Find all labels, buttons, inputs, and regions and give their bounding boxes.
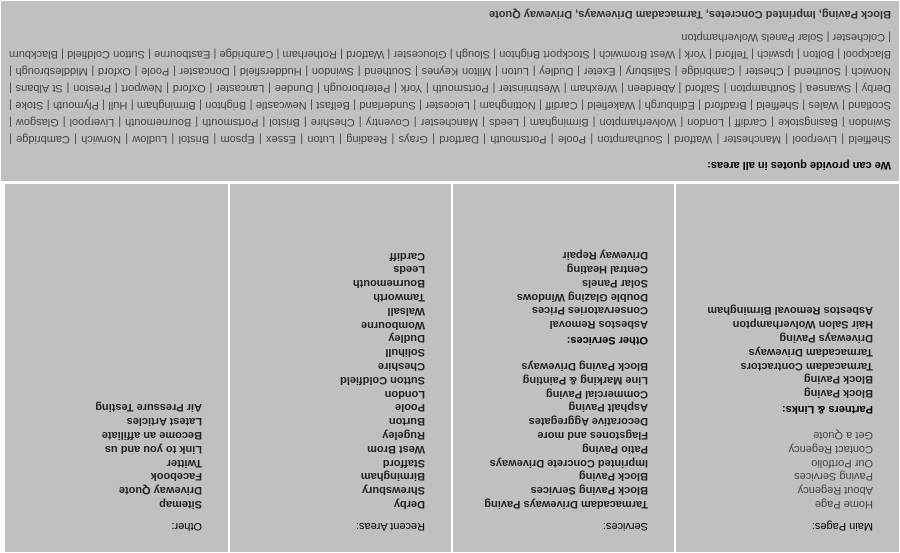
footer-link[interactable]: Tarmacadam Driveways — [748, 345, 873, 358]
footer-link[interactable]: Latest Articles — [126, 415, 202, 428]
footer-columns — [1, 184, 899, 552]
other-title: Other: — [171, 520, 202, 532]
footer-link[interactable]: West Brom — [367, 442, 425, 455]
footer-link[interactable]: Solihull — [385, 346, 425, 359]
footer-link[interactable]: Commercial Paving — [545, 387, 648, 400]
footer-link[interactable]: Block Paving Driveways — [521, 360, 648, 373]
footer-link[interactable]: Air Pressure Testing — [95, 401, 202, 414]
footer-link[interactable]: Leeds — [393, 263, 425, 276]
footer-link[interactable]: Wombourne — [361, 318, 425, 331]
footer-link[interactable]: Home Page — [814, 498, 873, 510]
footer-link[interactable]: Become an affiliate — [101, 429, 202, 442]
footer-link[interactable]: Line Marking & Painting — [522, 373, 648, 386]
footer-link[interactable]: London — [384, 387, 425, 400]
footer-link[interactable]: Patio Paving — [581, 442, 648, 455]
footer-link[interactable]: Flagstones and more — [537, 429, 648, 442]
footer-link[interactable]: Rugeley — [382, 429, 425, 442]
footer-link[interactable]: Shrewsbury — [362, 484, 425, 497]
footer-link[interactable]: Facebook — [150, 470, 202, 483]
areas-title: We can provide quotes in all areas: — [707, 159, 891, 171]
footer-link[interactable]: Driveway Quote — [118, 484, 202, 497]
services-title: Services: — [602, 520, 648, 532]
main-pages-column — [676, 184, 899, 552]
footer-link[interactable]: Derby — [393, 498, 425, 510]
footer-link[interactable]: Asbestos Removal — [549, 318, 648, 331]
footer-link[interactable]: Central Heating — [566, 263, 648, 276]
footer-link[interactable]: Cheshire — [377, 360, 425, 373]
main-pages-title: Main Pages: — [811, 520, 873, 532]
footer-link[interactable]: Hair Salon Wolverhampton — [732, 318, 873, 331]
footer-link[interactable]: Burton — [388, 415, 425, 428]
recent-areas-links — [236, 248, 425, 510]
footer-link[interactable]: Birmingham — [360, 470, 425, 483]
recent-areas-title: Recent Areas: — [355, 520, 425, 532]
footer-link[interactable]: Double Glazing Windows — [516, 290, 648, 303]
footer-link[interactable]: Conservatories Prices — [531, 304, 648, 317]
footer-link[interactable]: Sitemap — [159, 498, 202, 510]
footer-tagline: Block Paving, Imprinted Concretes, Tarmacadam Driveways, Driveway Quote — [488, 8, 891, 20]
footer-link[interactable]: Our Portfolio — [811, 456, 873, 469]
footer-link[interactable]: Asbestos Removal Birmingham — [707, 304, 873, 317]
footer-link[interactable]: Tarmacadam Driveways Paving — [484, 498, 648, 510]
main-pages-links — [682, 427, 873, 510]
recent-areas-column — [230, 184, 453, 552]
other-links — [11, 400, 202, 510]
footer-link[interactable]: Contact Regency — [788, 442, 873, 455]
footer-link[interactable]: Decorative Aggregates — [528, 415, 648, 428]
footer-link[interactable]: Link to you and us — [104, 442, 202, 455]
footer-link[interactable]: Get a Quote — [813, 429, 873, 442]
footer-link[interactable]: Dudley — [388, 332, 425, 345]
services-links — [459, 358, 648, 510]
footer-link[interactable]: Asphalt Paving — [568, 401, 648, 414]
footer-link[interactable]: Tarmacadam Contractors — [740, 359, 873, 372]
other-services-title: Other Services: — [566, 334, 648, 347]
footer-link[interactable]: Twitter — [166, 456, 202, 469]
footer-link[interactable]: Imprinted Concrete Driveways — [489, 456, 648, 469]
footer-link[interactable]: Walsall — [387, 304, 425, 317]
footer-link[interactable]: Solar Panels — [581, 276, 648, 289]
footer-link[interactable]: Tamworth — [373, 291, 425, 304]
areas-list: Sheffield | Liverpool | Manchester | Watford | Southampton | Poole | Portsmouth | Dartford | Grays | Reading | Luton | Essex | Epsom | Bristol | Ludlow | Norwich | Cambridge | Swindon | Basingstoke | Cardiff | London | Wolverhampton | Birmingham | Leeds | Manchester | Coventry | Cheshire | Bristol | Portsmouth | Bournemouth | Liverpool | Glasgow | Scotland | Wales | Sheffield | Bradford | Edinburgh | Wakefield | Cardiff | Nottingham | Leicester | Sunderland | Belfast | Newcastle | Brighton | Birmingham | Hull | Plymouth | Stoke | Derby | Swansea | Southampton | Salford | Aberdeen | Wrexham | Westminster | Portsmouth | York | Peterborough | Dundee | Lancaster | Oxford | Newport | Preston | St Albans | Norwich | Southend | Chester | Cambridge | Salisbury | Exeter | Dudley | Luton | Milton Keynes | Southend | Swindon | Huddersfield | Doncaster | Poole | Oxford | Middlesbrough | Blackpool | Bolton | Ipswich | Telford | York | West Bromwich | Stockport Brighton | Slough | Gloucester | Watford | Rotherham | Cambridge | Eastbourne | Sutton Coldfield | Blackburn | Colchester | Solar Panels Wolverhampton — [9, 31, 891, 145]
footer-link[interactable]: Block Paving Services — [530, 484, 648, 497]
partners-links — [682, 303, 873, 400]
areas-panel — [1, 1, 899, 181]
footer-link[interactable]: Poole — [395, 401, 425, 414]
footer-link[interactable]: Bournemouth — [352, 277, 425, 290]
footer-link[interactable]: Sutton Coldfield — [340, 373, 425, 386]
footer-link[interactable]: About Regency — [797, 484, 873, 497]
footer-link[interactable]: Paving Services — [794, 470, 873, 483]
footer-link[interactable]: Cardiff — [389, 249, 425, 262]
footer-link[interactable]: Block Paving — [578, 470, 648, 483]
footer-link[interactable]: Stafford — [382, 456, 425, 469]
other-services-links — [459, 247, 648, 330]
footer-link[interactable]: Driveways Paving — [779, 332, 873, 345]
footer-link[interactable]: Driveway Repair — [562, 249, 648, 262]
services-column — [453, 184, 676, 552]
footer-link[interactable]: Block Paving — [803, 373, 873, 386]
other-column — [5, 184, 230, 552]
footer-link[interactable]: Block Paving — [803, 387, 873, 400]
partners-title: Partners & Links: — [781, 403, 873, 416]
